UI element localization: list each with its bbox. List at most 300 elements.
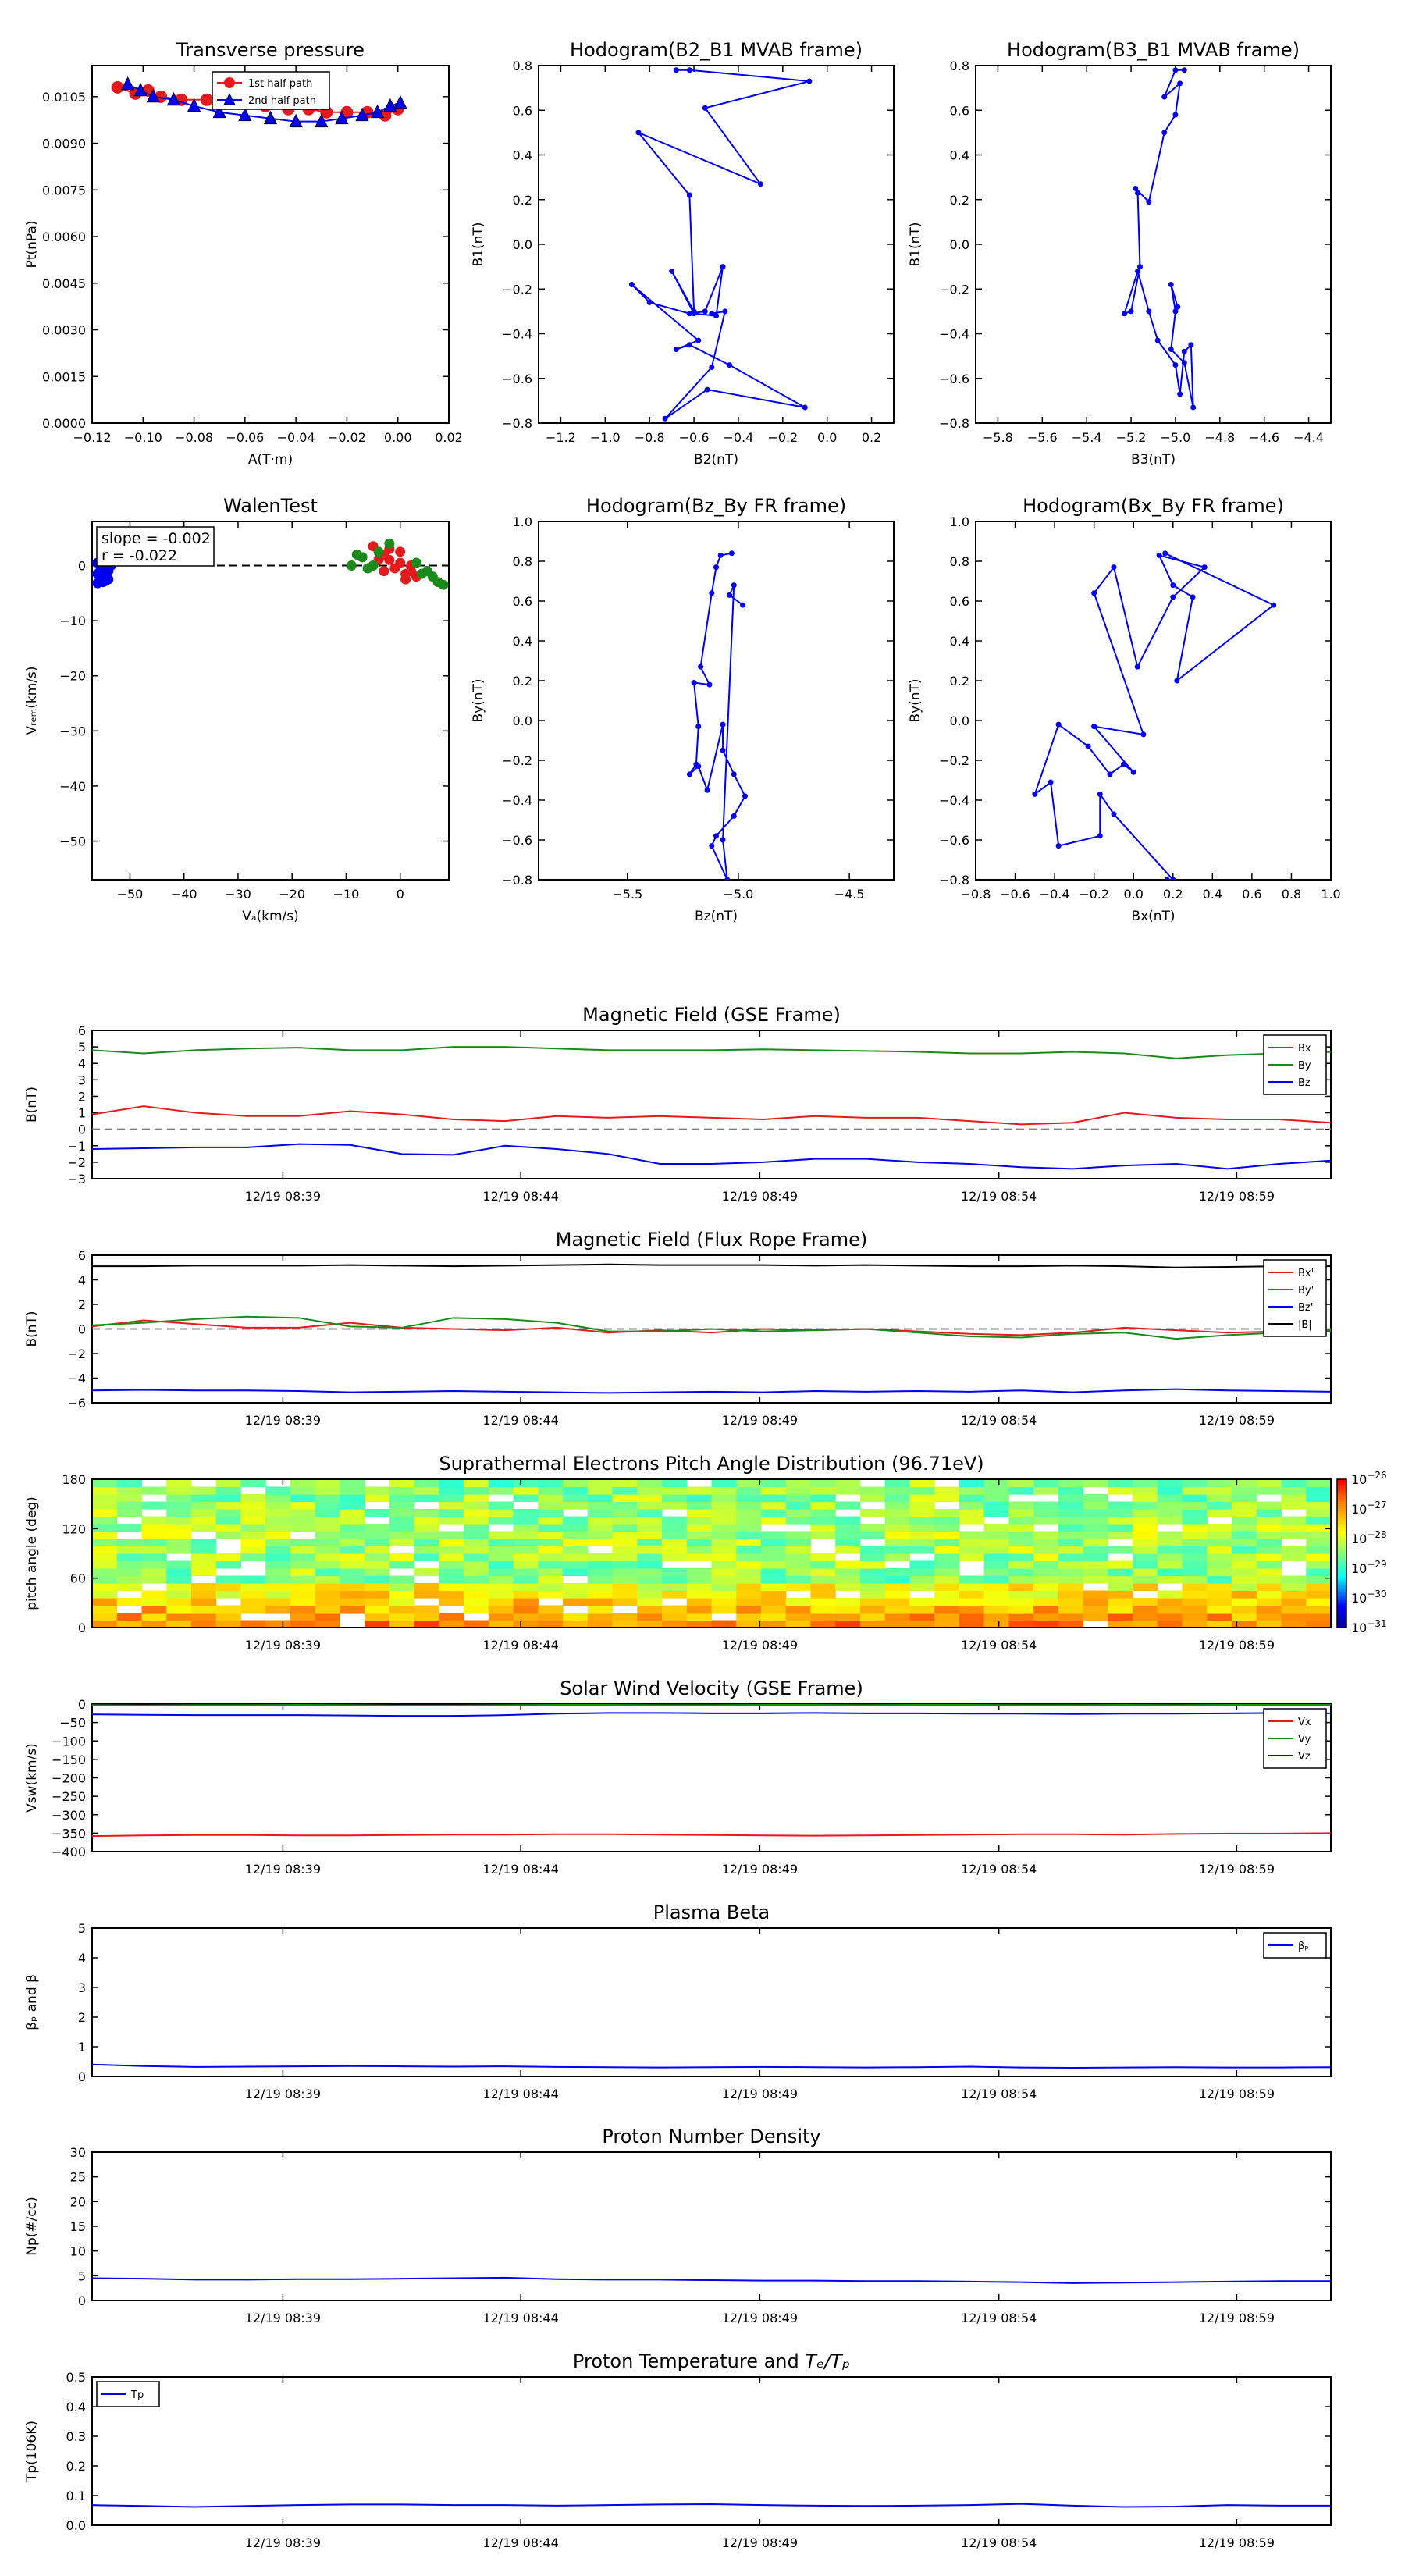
y-tick-label: 0.8: [949, 59, 969, 73]
heatmap-cell: [439, 1583, 464, 1591]
colorbar-segment: [1337, 1591, 1346, 1594]
heatmap-cell: [563, 1517, 588, 1525]
heatmap-cell: [538, 1502, 563, 1510]
heatmap-cell: [736, 1502, 761, 1510]
heatmap-cell: [984, 1502, 1009, 1510]
series-line: [92, 1265, 1331, 1268]
heatmap-cell: [1058, 1487, 1083, 1495]
y-axis-label: Tp(106K): [24, 2420, 40, 2482]
x-tick-label: −0.8: [634, 430, 665, 445]
heatmap-cell: [835, 1561, 860, 1569]
heatmap-cell: [959, 1613, 984, 1621]
series-group: [1122, 67, 1196, 410]
heatmap-cell: [1207, 1583, 1232, 1591]
data-point: [1146, 308, 1151, 314]
data-point: [720, 748, 726, 753]
heatmap-cell: [464, 1524, 489, 1532]
heatmap-cell: [340, 1553, 365, 1561]
heatmap-cell: [141, 1539, 166, 1546]
y-tick-label: 0: [77, 2293, 86, 2308]
panel-vsw: [24, 1678, 1331, 1877]
heatmap-cell: [514, 1568, 539, 1576]
heatmap-cell: [984, 1553, 1009, 1561]
heatmap-cell: [613, 1568, 638, 1576]
colorbar-segment: [1337, 1615, 1346, 1618]
heatmap-cell: [290, 1598, 315, 1606]
heatmap-cell: [1108, 1502, 1133, 1510]
heatmap-cell: [1232, 1583, 1257, 1591]
data-point: [706, 682, 712, 688]
x-tick-label: 12/19 08:54: [961, 2535, 1037, 2550]
heatmap-cell: [1158, 1517, 1183, 1525]
data-point: [695, 338, 701, 343]
x-tick-label: −0.4: [1039, 887, 1070, 902]
heatmap-cell: [340, 1576, 365, 1584]
heatmap-cell: [117, 1583, 142, 1591]
colorbar-segment: [1337, 1561, 1346, 1564]
heatmap-cell: [464, 1479, 489, 1487]
heatmap-cell: [1108, 1598, 1133, 1606]
heatmap-cell: [563, 1561, 588, 1569]
data-point: [731, 582, 737, 588]
y-axis-label: By(nT): [908, 678, 923, 723]
heatmap-cell: [265, 1487, 290, 1495]
series-line: [92, 1833, 1331, 1836]
heatmap-cell: [340, 1509, 365, 1517]
heatmap-cell: [613, 1494, 638, 1502]
y-tick-label: −6: [67, 1396, 86, 1411]
heatmap-cell: [909, 1598, 934, 1606]
heatmap-cell: [1033, 1583, 1058, 1591]
heatmap-cell: [637, 1546, 662, 1554]
heatmap-cell: [984, 1591, 1009, 1599]
heatmap-cell: [141, 1487, 166, 1495]
heatmap-cell: [1282, 1553, 1307, 1561]
heatmap-cell: [265, 1524, 290, 1532]
colorbar-segment: [1337, 1596, 1346, 1599]
heatmap-cell: [1033, 1487, 1058, 1495]
heatmap-cell: [563, 1568, 588, 1576]
heatmap-cell: [117, 1568, 142, 1576]
heatmap-cell: [885, 1553, 910, 1561]
data-point: [718, 553, 724, 558]
heatmap-cell: [141, 1532, 166, 1539]
heatmap-cell: [389, 1517, 414, 1525]
colorbar-segment: [1337, 1499, 1346, 1502]
heatmap-cell: [909, 1613, 934, 1621]
heatmap-cell: [439, 1532, 464, 1539]
heatmap-cell: [191, 1583, 216, 1591]
data-point: [1131, 770, 1136, 775]
heatmap-cell: [1158, 1546, 1183, 1554]
heatmap-cell: [588, 1606, 613, 1614]
heatmap-cell: [984, 1561, 1009, 1569]
x-tick-label: −0.6: [678, 430, 710, 445]
heatmap-cell: [613, 1561, 638, 1569]
heatmap-cell: [389, 1561, 414, 1569]
heatmap-cell: [389, 1583, 414, 1591]
heatmap-cell: [736, 1539, 761, 1546]
heatmap-cell: [1133, 1553, 1158, 1561]
heatmap-cell: [662, 1576, 687, 1584]
x-axis-label: A(T·m): [247, 452, 293, 468]
x-tick-label: −4.6: [1249, 430, 1280, 445]
data-point: [1111, 811, 1116, 817]
y-tick-label: 0.8: [512, 554, 532, 569]
heatmap-cell: [687, 1576, 712, 1584]
heatmap-cell: [1158, 1487, 1183, 1495]
heatmap-cell: [835, 1532, 860, 1539]
x-tick-label: −5.0: [723, 887, 754, 902]
data-point: [1190, 594, 1196, 600]
heatmap-cell: [1207, 1606, 1232, 1614]
heatmap-cell: [365, 1568, 389, 1576]
heatmap-cell: [489, 1591, 514, 1599]
x-tick-label: 12/19 08:49: [721, 1862, 799, 1877]
heatmap-cell: [712, 1606, 737, 1614]
heatmap-cell: [340, 1583, 365, 1591]
heatmap-cell: [265, 1509, 290, 1517]
x-tick-label: −5.4: [1071, 430, 1102, 445]
heatmap-cell: [885, 1532, 910, 1539]
heatmap-cell: [687, 1487, 712, 1495]
panel-title: Suprathermal Electrons Pitch Angle Distribution (96.71eV): [439, 1453, 984, 1475]
heatmap-cell: [92, 1598, 117, 1606]
legend-label: Bx: [1298, 1043, 1311, 1055]
x-tick-label: 12/19 08:39: [244, 1413, 322, 1428]
axes-frame: [92, 1030, 1331, 1179]
heatmap-cell: [588, 1524, 613, 1532]
heatmap-cell: [786, 1502, 811, 1510]
x-axis-label: Vₐ(km/s): [242, 909, 299, 924]
heatmap-cell: [588, 1502, 613, 1510]
y-tick-label: 2: [77, 1089, 86, 1105]
heatmap-cell: [736, 1553, 761, 1561]
heatmap-cell: [1008, 1576, 1033, 1584]
heatmap-cell: [761, 1591, 786, 1599]
heatmap-cell: [1108, 1591, 1133, 1599]
heatmap-cell: [1033, 1532, 1058, 1539]
x-tick-label: 0.4: [1202, 887, 1223, 902]
legend-frame: [1264, 1260, 1326, 1336]
heatmap-cell: [389, 1532, 414, 1539]
heatmap-cell: [1183, 1524, 1208, 1532]
legend-label: Vy: [1298, 1734, 1311, 1745]
y-tick-label: 6: [77, 1023, 86, 1038]
heatmap-cell: [464, 1606, 489, 1614]
heatmap-cell: [736, 1606, 761, 1614]
heatmap-cell: [290, 1561, 315, 1569]
heatmap-cell: [613, 1487, 638, 1495]
y-tick-label: 0.0075: [42, 183, 86, 198]
y-tick-label: 0.0060: [42, 229, 86, 245]
data-point: [1121, 762, 1126, 767]
heatmap-cell: [1108, 1524, 1133, 1532]
heatmap-cell: [365, 1598, 389, 1606]
legend-label: Bx': [1298, 1268, 1314, 1279]
heatmap-cell: [439, 1546, 464, 1554]
colorbar-segment: [1337, 1492, 1346, 1495]
x-tick-label: 12/19 08:39: [244, 2311, 322, 2325]
series-line: [1035, 553, 1274, 880]
heatmap-cell: [265, 1576, 290, 1584]
heatmap-cell: [1257, 1509, 1282, 1517]
heatmap-cell: [1257, 1553, 1282, 1561]
heatmap-cell: [117, 1524, 142, 1532]
heatmap-cell: [1158, 1598, 1183, 1606]
data-point: [1122, 311, 1127, 316]
heatmap-cell: [265, 1539, 290, 1546]
x-tick-label: 0.2: [861, 430, 882, 445]
heatmap-cell: [736, 1568, 761, 1576]
heatmap-cell: [909, 1606, 934, 1614]
heatmap-cell: [290, 1479, 315, 1487]
y-tick-label: 60: [69, 1571, 86, 1586]
heatmap-cell: [712, 1598, 737, 1606]
x-tick-label: 12/19 08:59: [1198, 1862, 1275, 1877]
data-point: [729, 550, 735, 556]
heatmap-cell: [514, 1546, 539, 1554]
heatmap-cell: [439, 1494, 464, 1502]
x-tick-label: 12/19 08:44: [482, 2311, 559, 2325]
heatmap-cell: [736, 1479, 761, 1487]
heatmap-cell: [563, 1487, 588, 1495]
heatmap-cell: [786, 1561, 811, 1569]
heatmap-cell: [860, 1576, 885, 1584]
legend-label: Bz': [1298, 1302, 1314, 1314]
heatmap-cell: [464, 1561, 489, 1569]
series-line: [631, 70, 809, 419]
heatmap-cell: [1008, 1509, 1033, 1517]
heatmap-cell: [1232, 1591, 1257, 1599]
heatmap-cell: [365, 1524, 389, 1532]
heatmap-cell: [687, 1524, 712, 1532]
y-tick-label: −0.4: [939, 793, 969, 808]
heatmap-cell: [934, 1591, 959, 1599]
heatmap-cell: [637, 1568, 662, 1576]
y-tick-label: 5: [77, 1040, 86, 1055]
y-tick-label: 0: [77, 2069, 86, 2084]
x-tick-label: 12/19 08:49: [721, 1189, 799, 1204]
data-point: [669, 269, 674, 274]
heatmap-cell: [265, 1502, 290, 1510]
series-line: [92, 1320, 1331, 1335]
heatmap-cell: [1183, 1546, 1208, 1554]
heatmap-cell: [439, 1539, 464, 1546]
heatmap-cell: [1058, 1591, 1083, 1599]
heatmap-cell: [1306, 1568, 1331, 1576]
heatmap-cell: [414, 1494, 439, 1502]
panel-title: Magnetic Field (Flux Rope Frame): [555, 1229, 868, 1251]
y-axis-label: B(nT): [24, 1311, 40, 1347]
x-tick-label: −0.02: [327, 430, 366, 445]
heatmap-cell: [786, 1479, 811, 1487]
heatmap-cell: [464, 1539, 489, 1546]
heatmap-cell: [489, 1583, 514, 1591]
heatmap-cell: [365, 1576, 389, 1584]
heatmap-cell: [1108, 1568, 1133, 1576]
heatmap-cell: [1257, 1613, 1282, 1621]
heatmap-cell: [637, 1553, 662, 1561]
data-point: [347, 560, 357, 571]
heatmap-cell: [1108, 1517, 1133, 1525]
heatmap-cell: [414, 1568, 439, 1576]
heatmap-cell: [464, 1502, 489, 1510]
data-point: [384, 539, 394, 549]
heatmap-cell: [1083, 1479, 1108, 1487]
heatmap-cell: [662, 1553, 687, 1561]
data-point: [731, 771, 737, 777]
heatmap-cell: [984, 1568, 1009, 1576]
heatmap-cell: [240, 1517, 265, 1525]
heatmap-cell: [835, 1487, 860, 1495]
heatmap-cell: [885, 1606, 910, 1614]
heatmap-cell: [588, 1517, 613, 1525]
heatmap-cell: [141, 1553, 166, 1561]
heatmap-cell: [786, 1539, 811, 1546]
heatmap-cell: [1008, 1561, 1033, 1569]
heatmap-cell: [637, 1606, 662, 1614]
heatmap-cell: [340, 1598, 365, 1606]
heatmap-cell: [1033, 1613, 1058, 1621]
axes-frame: [976, 521, 1331, 880]
heatmap-cell: [315, 1546, 340, 1554]
heatmap-cell: [588, 1613, 613, 1621]
heatmap-cell: [712, 1509, 737, 1517]
heatmap-cell: [810, 1561, 835, 1569]
heatmap-cell: [687, 1532, 712, 1539]
heatmap-cell: [1058, 1539, 1083, 1546]
heatmap-cell: [166, 1583, 191, 1591]
heatmap-cell: [389, 1553, 414, 1561]
heatmap-cell: [1282, 1494, 1307, 1502]
heatmap-cell: [340, 1532, 365, 1539]
heatmap-cell: [1282, 1591, 1307, 1599]
heatmap-cell: [414, 1606, 439, 1614]
heatmap-cell: [984, 1546, 1009, 1554]
heatmap-cell: [860, 1532, 885, 1539]
heatmap-cell: [1232, 1487, 1257, 1495]
colorbar-tick-label: $10^{-26}$: [1351, 1470, 1387, 1487]
heatmap-cell: [240, 1583, 265, 1591]
heatmap-cell: [514, 1583, 539, 1591]
data-point: [674, 347, 679, 352]
data-point: [720, 264, 726, 269]
heatmap-cell: [92, 1553, 117, 1561]
y-tick-label: 1: [77, 2040, 86, 2055]
heatmap-cell: [909, 1561, 934, 1569]
heatmap-cell: [514, 1509, 539, 1517]
heatmap-cell: [464, 1553, 489, 1561]
heatmap-cell: [934, 1517, 959, 1525]
heatmap-cell: [315, 1509, 340, 1517]
heatmap-cell: [1232, 1546, 1257, 1554]
data-point: [687, 193, 692, 198]
heatmap-cell: [166, 1494, 191, 1502]
heatmap-cell: [240, 1546, 265, 1554]
heatmap-cell: [1058, 1502, 1083, 1510]
heatmap-cell: [637, 1479, 662, 1487]
panel-title: Hodogram(Bx_By FR frame): [1023, 495, 1284, 517]
heatmap-cell: [216, 1517, 241, 1525]
y-tick-label: −10: [59, 614, 86, 629]
series-line: [689, 553, 745, 880]
heatmap-cell: [637, 1598, 662, 1606]
y-axis-label: βₚ and β: [24, 1974, 40, 2030]
heatmap-cell: [984, 1598, 1009, 1606]
data-point: [1146, 199, 1151, 205]
y-tick-label: 0.4: [512, 634, 532, 649]
heatmap-cell: [613, 1517, 638, 1525]
colorbar-segment: [1337, 1534, 1346, 1537]
series-line: [92, 1106, 1331, 1124]
y-tick-label: −0.8: [502, 873, 532, 888]
x-axis-label: Bx(nT): [1131, 909, 1176, 924]
heatmap-cell: [514, 1517, 539, 1525]
heatmap-cell: [92, 1613, 117, 1621]
heatmap-cell: [1058, 1517, 1083, 1525]
heatmap-cell: [538, 1524, 563, 1532]
heatmap-cell: [1133, 1487, 1158, 1495]
heatmap-cell: [1232, 1539, 1257, 1546]
heatmap-cell: [1183, 1532, 1208, 1539]
colorbar-segment: [1337, 1571, 1346, 1574]
y-tick-label: −150: [52, 1752, 86, 1767]
heatmap-cell: [117, 1561, 142, 1569]
heatmap-cell: [1083, 1524, 1108, 1532]
heatmap-cell: [166, 1517, 191, 1525]
heatmap-cell: [860, 1591, 885, 1599]
heatmap-cell: [1183, 1517, 1208, 1525]
heatmap-cell: [166, 1487, 191, 1495]
heatmap-cell: [489, 1598, 514, 1606]
heatmap-cell: [761, 1479, 786, 1487]
heatmap-cell: [191, 1606, 216, 1614]
heatmap-cell: [117, 1576, 142, 1584]
heatmap-cell: [216, 1532, 241, 1539]
heatmap-cell: [909, 1517, 934, 1525]
axes-frame: [92, 2152, 1331, 2300]
heatmap-cells: [92, 1479, 1332, 1628]
heatmap-cell: [736, 1576, 761, 1584]
heatmap-cell: [637, 1532, 662, 1539]
heatmap-cell: [662, 1591, 687, 1599]
heatmap-cell: [588, 1509, 613, 1517]
y-axis-label: B(nT): [24, 1086, 40, 1123]
colorbar-tick-label: $10^{-29}$: [1351, 1559, 1387, 1576]
heatmap-cell: [1058, 1532, 1083, 1539]
heatmap-cell: [613, 1613, 638, 1621]
heatmap-cell: [588, 1539, 613, 1546]
heatmap-cell: [315, 1591, 340, 1599]
heatmap-cell: [1232, 1532, 1257, 1539]
axes-frame: [976, 66, 1331, 423]
y-tick-label: 0: [77, 1621, 86, 1635]
heatmap-cell: [934, 1568, 959, 1576]
heatmap-cell: [1183, 1487, 1208, 1495]
colorbar-segment: [1337, 1603, 1346, 1606]
heatmap-cell: [538, 1509, 563, 1517]
y-tick-label: 0.4: [66, 2400, 86, 2414]
colorbar-segment: [1337, 1573, 1346, 1576]
heatmap-cell: [191, 1509, 216, 1517]
heatmap-cell: [1207, 1561, 1232, 1569]
heatmap-cell: [315, 1553, 340, 1561]
heatmap-cell: [909, 1583, 934, 1591]
heatmap-cell: [736, 1583, 761, 1591]
heatmap-cell: [439, 1598, 464, 1606]
y-tick-label: 0: [77, 1697, 86, 1712]
